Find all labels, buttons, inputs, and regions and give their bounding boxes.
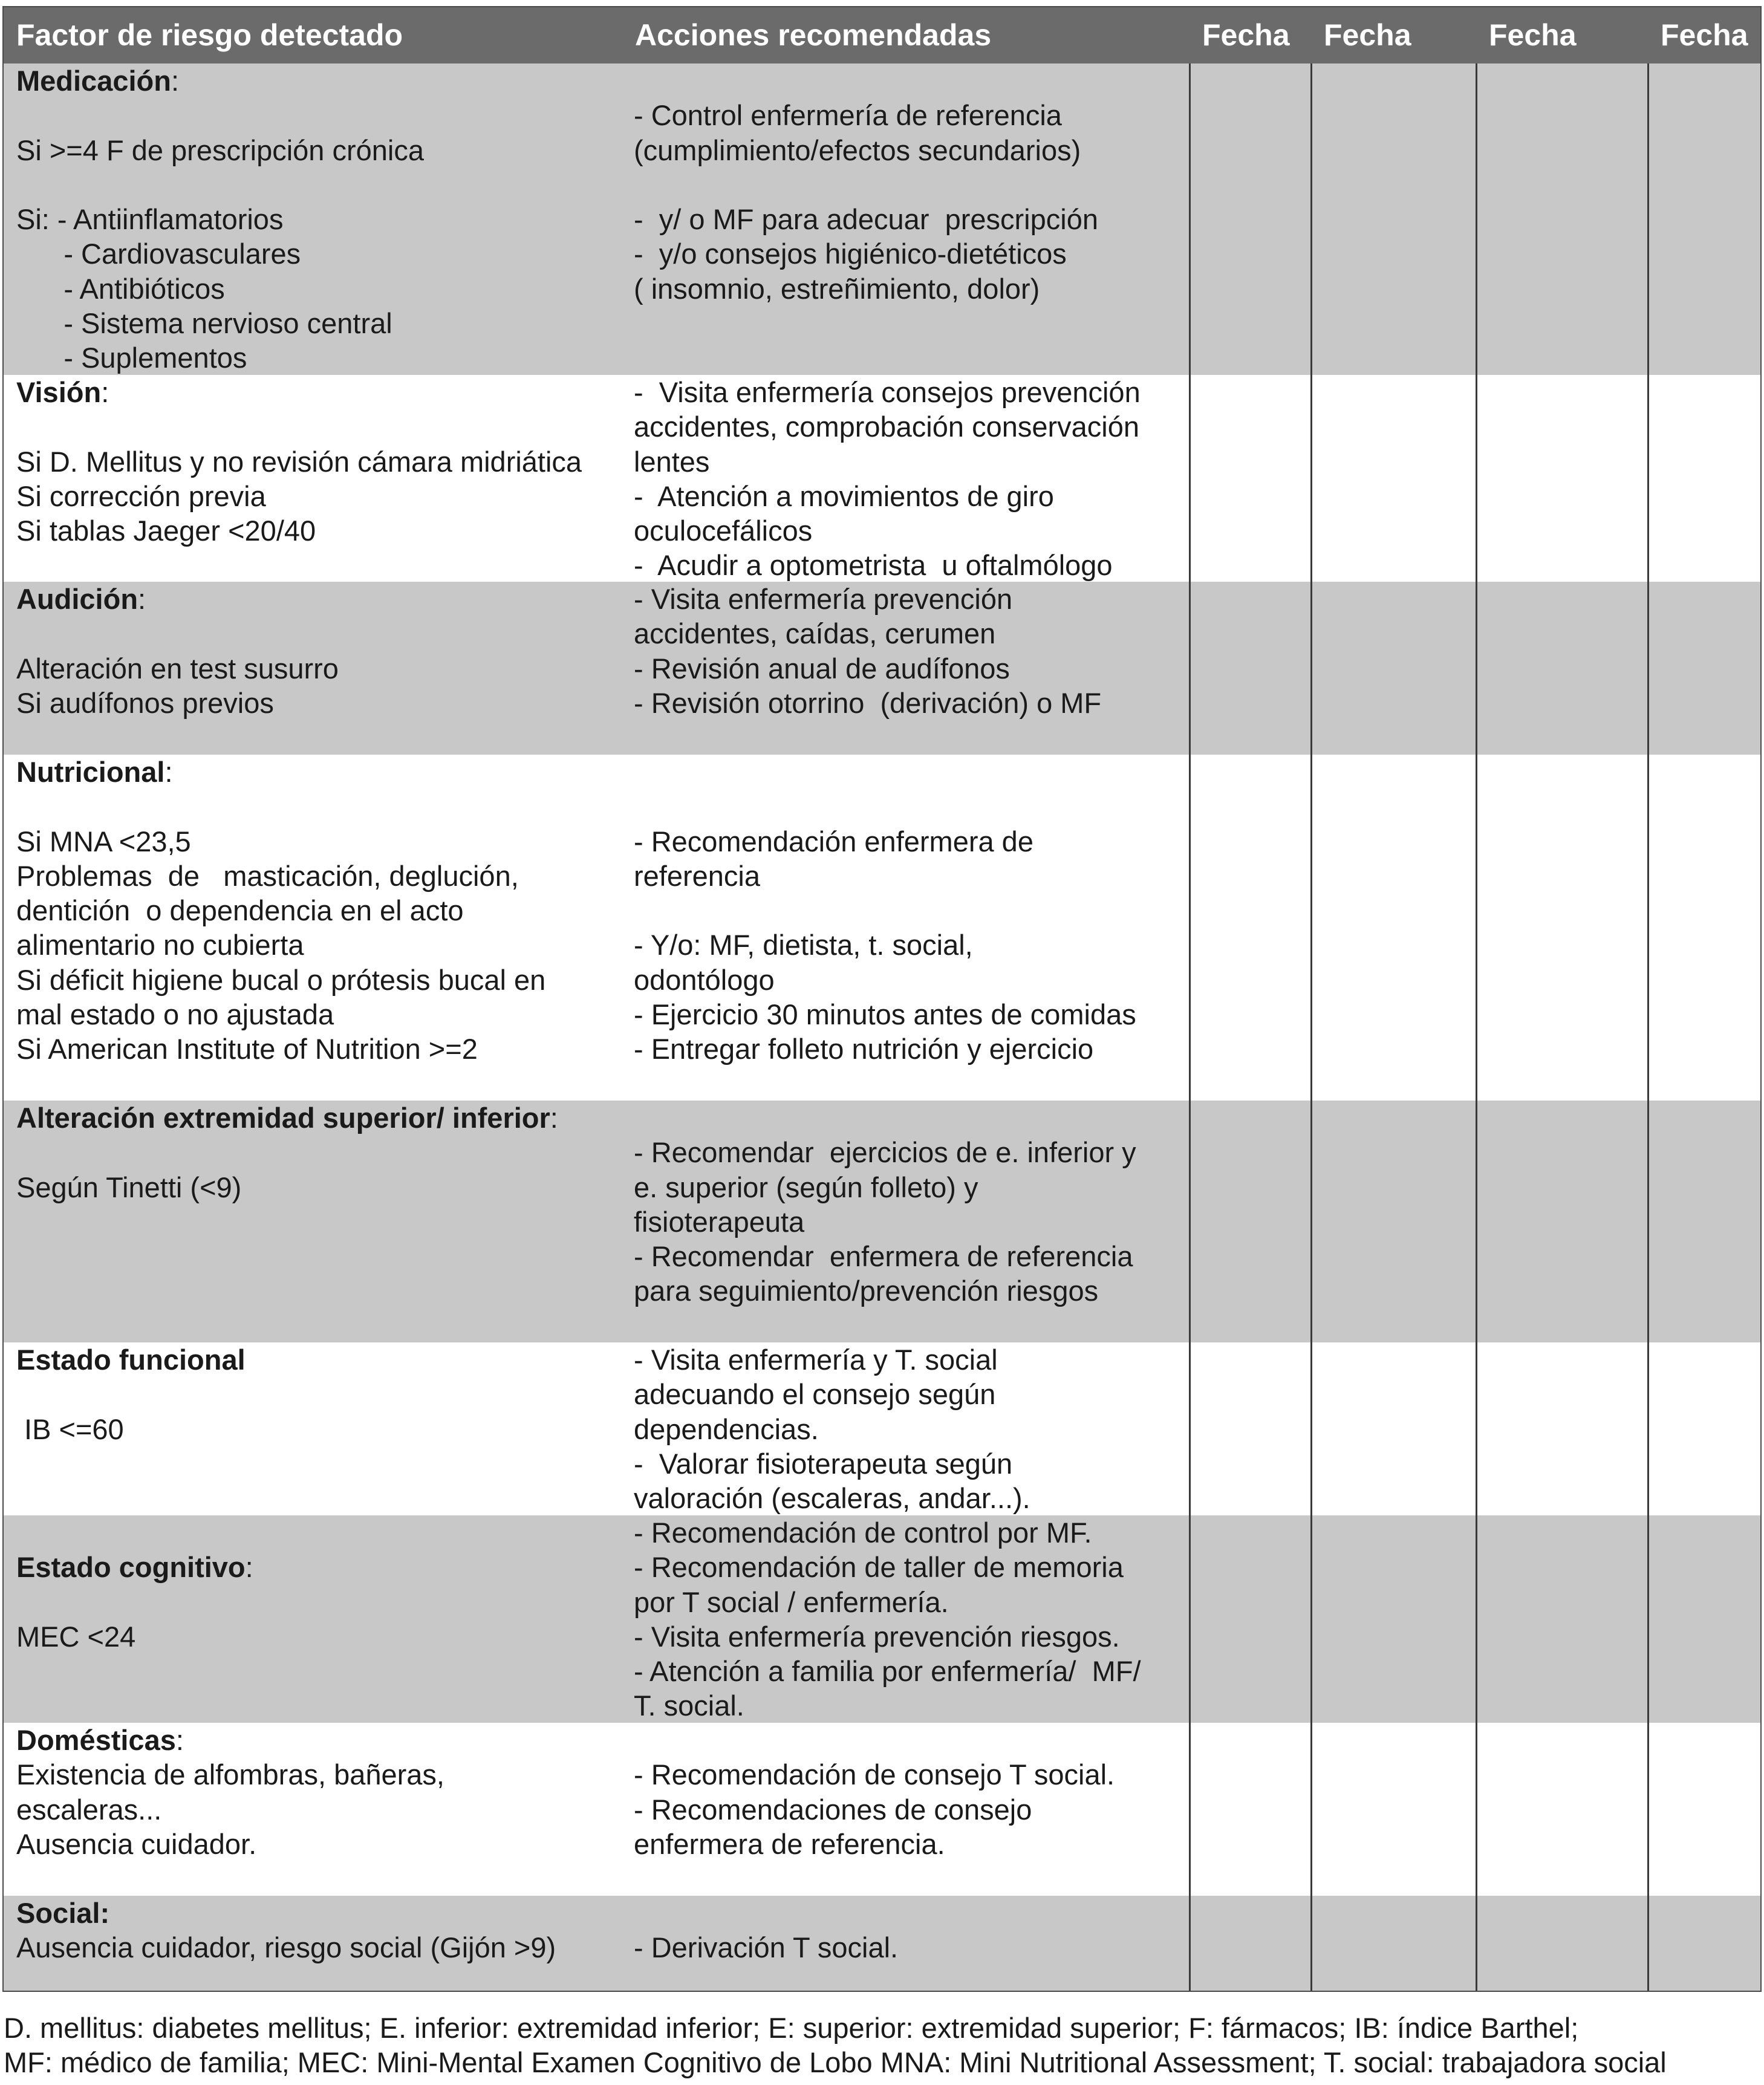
footnote <box>4 2011 1667 2080</box>
factor-title: Nutricional <box>16 756 165 788</box>
factor-cell: Alteración extremidad superior/ inferior: Según Tinetti (<9) <box>16 1102 558 1203</box>
header-factor: Factor de riesgo detectado <box>16 18 403 52</box>
header-date-3: Fecha <box>1489 18 1577 52</box>
actions-cell: - Visita enfermería prevención accidentes, caídas, cerumen - Revisión anual de audífonos - Revisión otorrino (derivación) o MF <box>634 583 1102 719</box>
factor-cell: Medicación: Si >=4 F de prescripción crónica Si: - Antiinflamatorios - Cardiovasculares - Antibióticos - Sistema nervioso central - Suplementos <box>16 65 424 374</box>
footnote-line: D. mellitus: diabetes mellitus; E. inferior: extremidad inferior; E: superior: extremidad superior; F: fármacos; IB: índice Barthel; <box>4 2012 1579 2044</box>
table-header <box>4 7 1760 63</box>
actions-cell: - Recomendación de consejo T social. - Recomendaciones de consejo enfermera de referencia. <box>634 1758 1115 1860</box>
factor-title: Audición <box>16 583 138 615</box>
factor-cell: Domésticas: Existencia de alfombras, bañeras, escaleras... Ausencia cuidador. <box>16 1724 444 1860</box>
row-extremidad <box>4 1101 1760 1342</box>
factor-title: Estado funcional <box>16 1344 246 1376</box>
factor-title: Medicación <box>16 65 171 97</box>
row-domesticas <box>4 1723 1760 1896</box>
factor-cell: Nutricional: Si MNA <23,5 Problemas de masticación, deglución, dentición o dependencia en el acto alimentario no cubierta Si déficit higiene bucal o prótesis bucal en mal estado o no ajustada Si American Institute of Nutrition >=2 <box>16 756 546 1065</box>
header-date-4: Fecha <box>1661 18 1748 52</box>
actions-cell: - Visita enfermería y T. social adecuando el consejo según dependencias. - Valorar fisioterapeuta según valoración (escaleras, andar...). <box>634 1344 1030 1515</box>
factor-cell: Visión: Si D. Mellitus y no revisión cámara midriática Si corrección previa Si tablas Jaeger <20/40 <box>16 376 582 547</box>
actions-cell: - Recomendación de control por MF. - Recomendación de taller de memoria por T social / enfermería. - Visita enfermería prevención riesgos. - Atención a familia por enfermería/ MF/ T. social. <box>634 1517 1141 1722</box>
actions-cell: - Derivación T social. <box>634 1931 899 1964</box>
column-divider <box>1476 63 1477 1991</box>
header-actions: Acciones recomendadas <box>635 18 992 52</box>
footnote-line: MF: médico de familia; MEC: Mini-Mental Examen Cognitivo de Lobo MNA: Mini Nutritional Assessment; T. social: trabajadora social <box>4 2046 1667 2078</box>
factor-title: Domésticas <box>16 1724 176 1756</box>
row-nutricional <box>4 755 1760 1101</box>
header-date-1: Fecha <box>1202 18 1290 52</box>
factor-title: Social: <box>16 1897 110 1929</box>
factor-cell: Audición: Alteración en test susurro Si audífonos previos <box>16 583 339 719</box>
factor-cell: Estado cognitivo: MEC <24 <box>16 1551 253 1653</box>
row-estado-funcional <box>4 1342 1760 1515</box>
factor-title: Estado cognitivo <box>16 1551 246 1583</box>
header-date-2: Fecha <box>1324 18 1411 52</box>
column-divider <box>1189 63 1191 1991</box>
factor-title: Alteración extremidad superior/ inferior <box>16 1102 550 1134</box>
row-medicacion <box>4 63 1760 375</box>
column-divider <box>1310 63 1312 1991</box>
factor-cell: Social: Ausencia cuidador, riesgo social (Gijón >9) <box>16 1897 556 1964</box>
factor-cell: Estado funcional IB <=60 <box>16 1344 246 1445</box>
row-audicion <box>4 582 1760 755</box>
actions-cell: - Visita enfermería consejos prevención accidentes, comprobación conservación lentes - Atención a movimientos de giro oculocefálicos - Acudir a optometrista u oftalmólogo <box>634 376 1141 582</box>
column-divider <box>1647 63 1649 1991</box>
actions-cell: - Recomendación enfermera de referencia - Y/o: MF, dietista, t. social, odontólogo - Ejercicio 30 minutos antes de comidas - Entregar folleto nutrición y ejercicio <box>634 825 1136 1065</box>
actions-cell: - Recomendar ejercicios de e. inferior y e. superior (según folleto) y fisioterapeuta - Recomendar enfermera de referencia para seguimiento/prevención riesgos <box>634 1136 1136 1307</box>
risk-factor-table <box>2 6 1762 1992</box>
factor-title: Visión <box>16 376 102 408</box>
row-social <box>4 1896 1760 1991</box>
row-vision <box>4 375 1760 582</box>
row-estado-cognitivo <box>4 1515 1760 1723</box>
actions-cell: - Control enfermería de referencia (cumplimiento/efectos secundarios) - y/ o MF para adecuar prescripción - y/o consejos higiénico-dietéticos ( insomnio, estreñimiento, dolor) <box>634 99 1098 305</box>
